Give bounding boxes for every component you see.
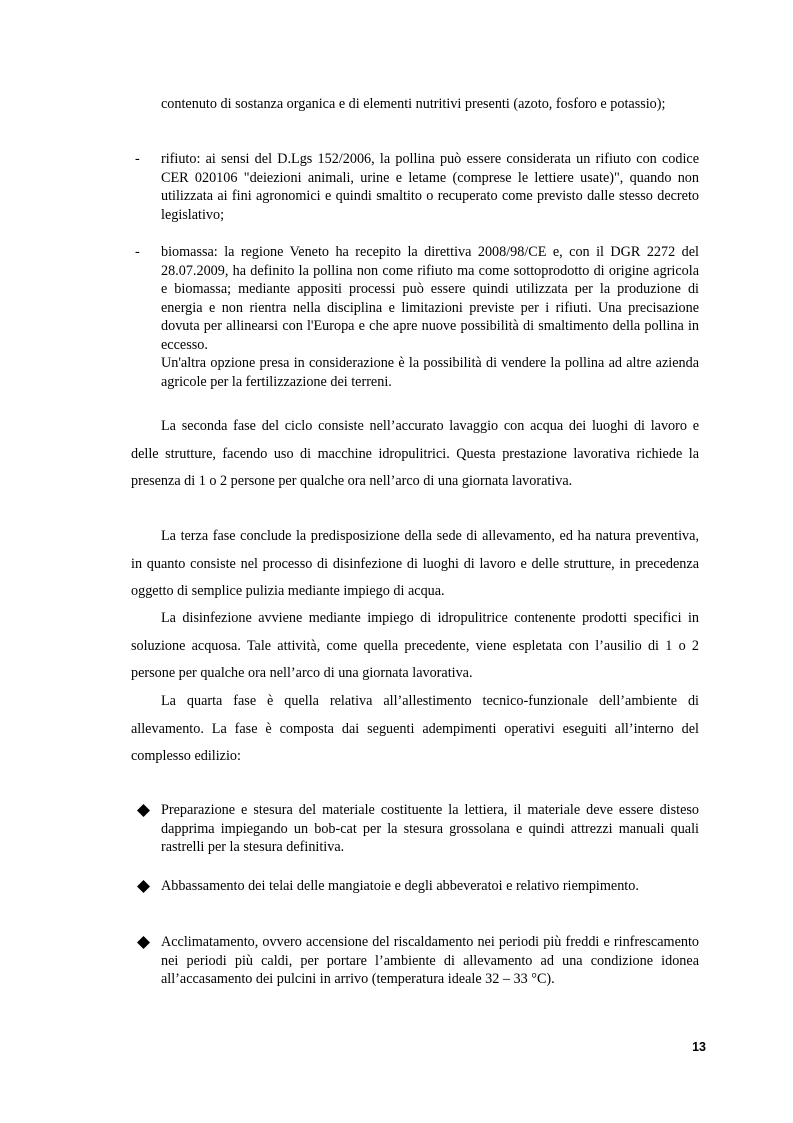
diamond-bullet-icon <box>137 880 150 893</box>
diamond-bullet-icon <box>137 936 150 949</box>
paragraph: La disinfezione avviene mediante impiego di idropulitrice contenente prodotti specifici in soluzione acquosa. Tale attività, come quella precedente, viene espletata con l’ausilio di 1 o 2 persone per qualche ora nell’arco di una giornata lavorativa. <box>131 610 699 681</box>
bullet-item: Acclimatamento, ovvero accensione del riscaldamento nei periodi più freddi e rinfrescamento nei periodi più caldi, per portare l’ambiente di allevamento ad una condizione idonea all’accasamento dei pulcini in arrivo (temperatura ideale 32 – 33 °C). <box>161 934 699 987</box>
dash-marker: - <box>135 244 140 260</box>
page-number: 13 <box>692 1040 706 1054</box>
dash-marker: - <box>135 151 140 167</box>
list-item-biomassa: biomassa: la regione Veneto ha recepito la direttiva 2008/98/CE e, con il DGR 2272 del 28.07.2009, ha definito la pollina non come rifiuto ma come sottoprodotto di origine agricola e biomassa; mediante appositi processi può essere quindi utilizzata per la produzione di energia e non rientra nella disciplina e limitazioni previste per i rifiuti. Una precisazione dovuta per allinearsi con l'Europa e che apre nuove possibilità di smaltimento della pollina in eccesso. <box>161 244 699 353</box>
bullet-item: Preparazione e stesura del materiale costituente la lettiera, il materiale deve essere disteso dapprima impiegando un bob-cat per la stesura grossolana e quindi attrezzi manuali quali rastrelli per la stesura definitiva. <box>161 802 699 855</box>
paragraph: La seconda fase del ciclo consiste nell’accurato lavaggio con acqua dei luoghi di lavoro e delle strutture, facendo uso di macchine idropulitrici. Questa prestazione lavorativa richiede la presenza di 1 o 2 persone per qualche ora nell’arco di una giornata lavorativa. <box>131 418 699 489</box>
bullet-item: Abbassamento dei telai delle mangiatoie e degli abbeveratoi e relativo riempimento. <box>161 878 639 894</box>
paragraph: La terza fase conclude la predisposizione della sede di allevamento, ed ha natura preventiva, in quanto consiste nel processo di disinfezione di luoghi di lavoro e delle strutture, in precedenza oggetto di semplice pulizia mediante impiego di acqua. <box>131 528 699 599</box>
diamond-bullet-icon <box>137 804 150 817</box>
paragraph: La quarta fase è quella relativa all’allestimento tecnico-funzionale dell’ambiente di allevamento. La fase è composta dai seguenti adempimenti operativi eseguiti all’interno del complesso edilizio: <box>131 693 699 764</box>
continuation-text: contenuto di sostanza organica e di elementi nutritivi presenti (azoto, fosforo e potassio); <box>161 96 666 112</box>
list-item-biomassa-extra: Un'altra opzione presa in considerazione è la possibilità di vendere la pollina ad altre azienda agricole per la fertilizzazione dei terreni. <box>161 355 699 390</box>
list-item-rifiuto: rifiuto: ai sensi del D.Lgs 152/2006, la pollina può essere considerata un rifiuto con codice CER 020106 "deiezioni animali, urine e letame (comprese le lettiere usate)", quando non utilizzata ai fini agronomici e quindi smaltito o recuperato come previsto dalle stesso decreto legislativo; <box>161 151 699 223</box>
